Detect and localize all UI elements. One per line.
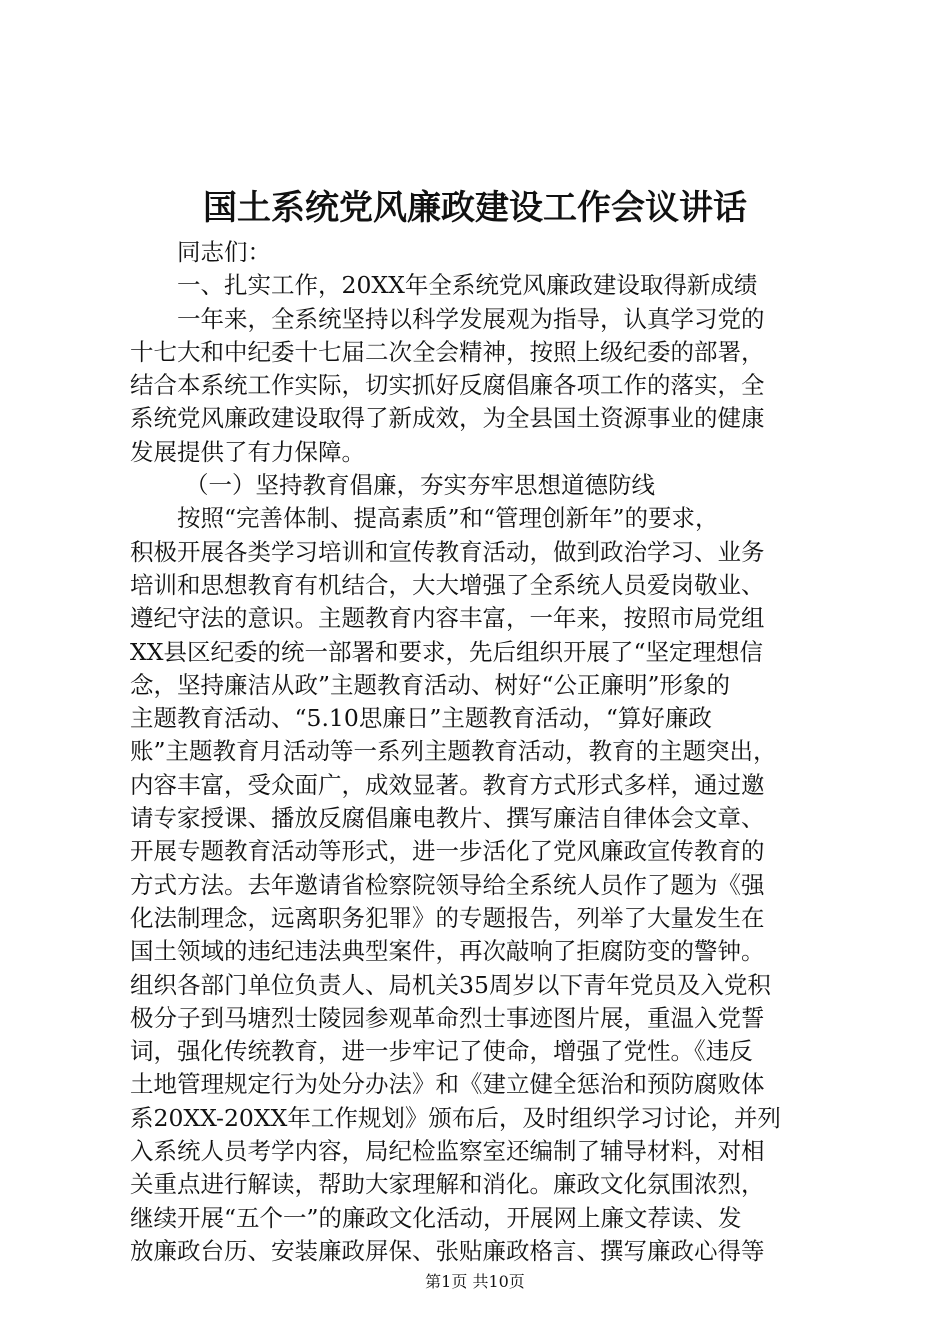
paragraph-line: XX县区纪委的统一部署和要求，先后组织开展了“坚定理想信 <box>130 637 763 666</box>
paragraph-line: 培训和思想教育有机结合，大大增强了全系统人员爱岗敬业、 <box>130 570 765 599</box>
subsection-heading: （一）坚持教育倡廉，夯实夯牢思想道德防线 <box>185 471 655 500</box>
paragraph-line: 方式方法。去年邀请省检察院领导给全系统人员作了题为《强 <box>130 870 765 899</box>
paragraph-line: 念，坚持廉洁从政”主题教育活动、树好“公正廉明”形象的 <box>130 670 731 699</box>
paragraph-line: 结合本系统工作实际，切实抓好反腐倡廉各项工作的落实，全 <box>130 371 765 400</box>
page-number-footer: 第1页 共10页 <box>425 1272 525 1291</box>
paragraph-line: 账”主题教育月活动等一系列主题教育活动，教育的主题突出， <box>130 737 777 766</box>
paragraph-line: 十七大和中纪委十七届二次全会精神，按照上级纪委的部署， <box>130 337 765 366</box>
paragraph-line: 国土领域的违纪违法典型案件，再次敲响了拒腐防变的警钟。 <box>130 937 765 966</box>
paragraph-line: 内容丰富，受众面广，成效显著。教育方式形式多样，通过邀 <box>130 770 765 799</box>
paragraph-line: 一年来，全系统坚持以科学发展观为指导，认真学习党的 <box>177 304 765 333</box>
salutation-line: 同志们： <box>177 238 271 266</box>
paragraph-line: 极分子到马塘烈士陵园参观革命烈士事迹图片展，重温入党誓 <box>130 1003 765 1032</box>
paragraph-line: 请专家授课、播放反腐倡廉电教片、撰写廉洁自律体会文章、 <box>130 804 765 833</box>
paragraph-line: 关重点进行解读，帮助大家理解和消化。廉政文化氛围浓烈， <box>130 1170 765 1199</box>
paragraph-line: 化法制理念，远离职务犯罪》的专题报告，列举了大量发生在 <box>130 903 765 932</box>
paragraph-line: 组织各部门单位负责人、局机关35周岁以下青年党员及入党积 <box>130 970 771 999</box>
document-title: 国土系统党风廉政建设工作会议讲话 <box>203 188 747 228</box>
paragraph-line: 系统党风廉政建设取得了新成效，为全县国土资源事业的健康 <box>130 404 765 433</box>
paragraph-line: 积极开展各类学习培训和宣传教育活动，做到政治学习、业务 <box>130 537 765 566</box>
paragraph-line: 按照“完善体制、提高素质”和“管理创新年”的要求， <box>177 504 719 533</box>
paragraph-line: 遵纪守法的意识。主题教育内容丰富，一年来，按照市局党组 <box>130 604 765 633</box>
section-heading: 一、扎实工作，20XX年全系统党风廉政建设取得新成绩 <box>177 271 758 300</box>
paragraph-line: 土地管理规定行为处分办法》和《建立健全惩治和预防腐败体 <box>130 1070 765 1099</box>
paragraph-line: 主题教育活动、“5.10思廉日”主题教育活动，“算好廉政 <box>130 704 712 733</box>
document-body <box>130 236 830 1268</box>
paragraph-line: 放廉政台历、安装廉政屏保、张贴廉政格言、撰写廉政心得等 <box>130 1236 765 1265</box>
paragraph-line: 入系统人员考学内容，局纪检监察室还编制了辅导材料，对相 <box>130 1137 765 1166</box>
paragraph-line: 开展专题教育活动等形式，进一步活化了党风廉政宣传教育的 <box>130 837 765 866</box>
paragraph-line: 词，强化传统教育，进一步牢记了使命，增强了党性。《违反 <box>130 1037 753 1066</box>
paragraph-line: 继续开展“五个一”的廉政文化活动，开展网上廉文荐读、发 <box>130 1203 742 1232</box>
paragraph-line: 发展提供了有力保障。 <box>130 437 365 466</box>
paragraph-line: 系20XX-20XX年工作规划》颁布后，及时组织学习讨论，并列 <box>130 1103 781 1132</box>
